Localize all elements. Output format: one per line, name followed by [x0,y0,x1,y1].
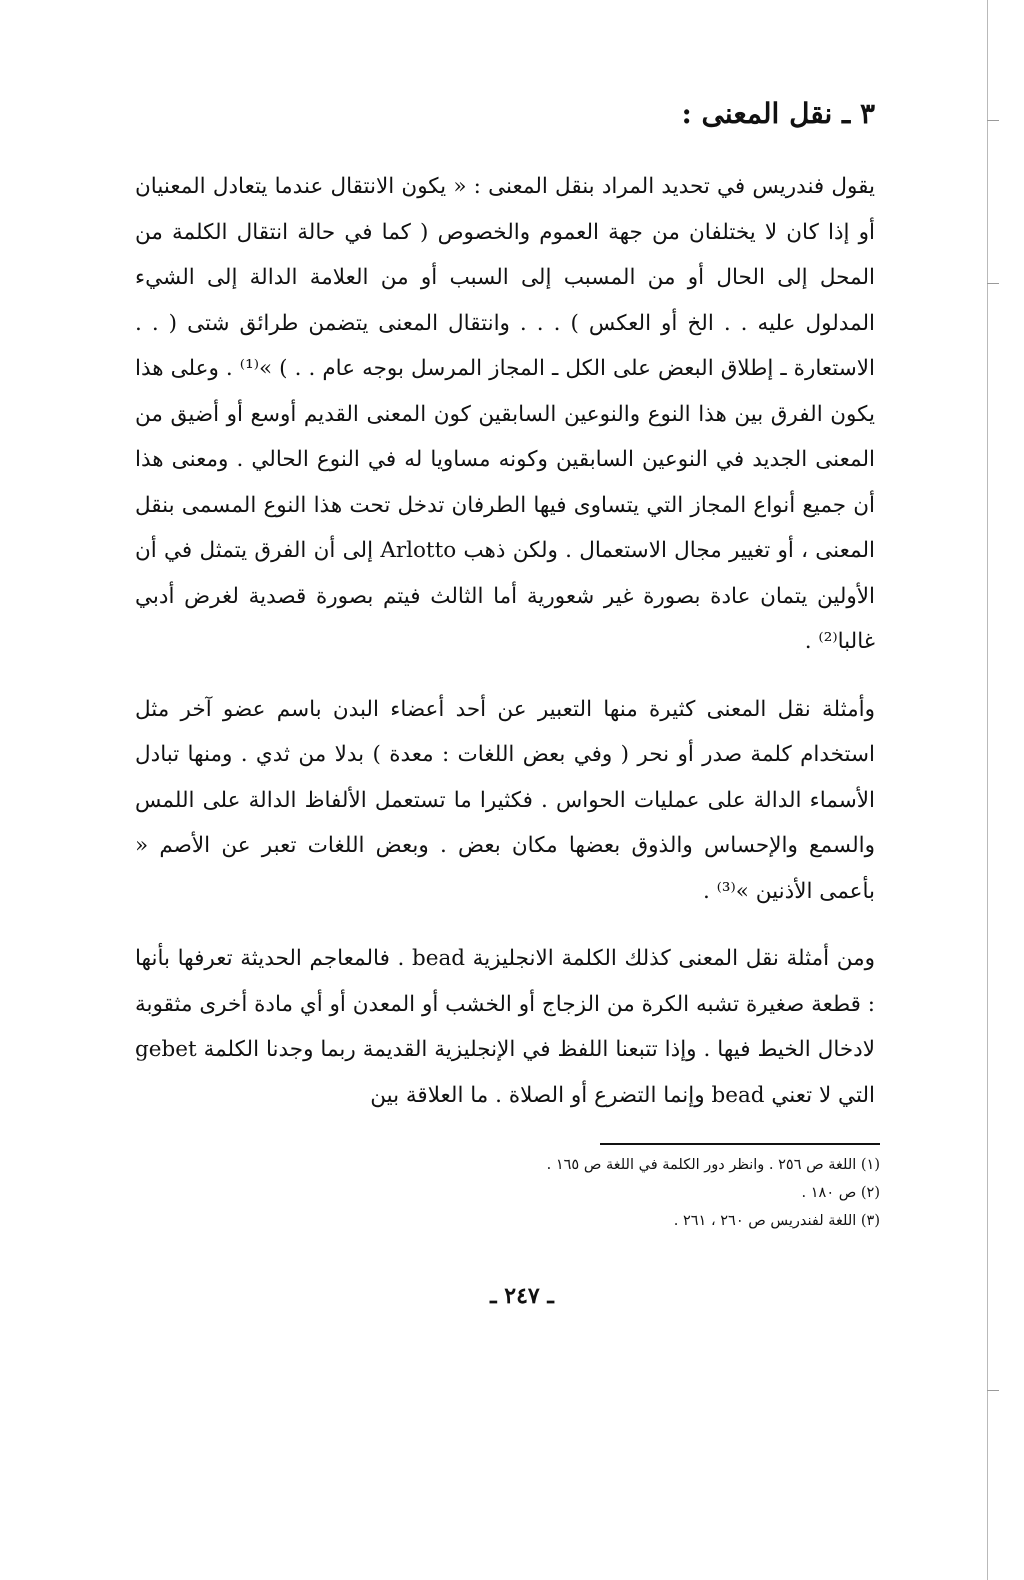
paragraph: ومن أمثلة نقل المعنى كذلك الكلمة الانجليزية bead . فالمعاجم الحديثة تعرفها بأنها : قطعة صغيرة تشبه الكرة من الزجاج أو الخشب أو المعدن أو أي مادة أخرى مثقوبة لادخال الخيط فيها . وإذا تتبعنا اللفظ في الإنجليزية القديمة ربما وجدنا الكلمة gebet التي لا تعني bead وإنما التضرع أو الصلاة . ما العلاقة بين [135,946,875,1108]
footnote: (٢) ص ١٨٠ . [801,1185,880,1201]
paragraph: وأمثلة نقل المعنى كثيرة منها التعبير عن أحد أعضاء البدن باسم عضو آخر مثل استخدام كلمة صدر أو نحر ( وفي بعض اللغات : معدة ) بدلا من ثدي . ومنها تبادل الأسماء الدالة على عمليات الحواس . فكثيرا ما تستعمل الألفاظ الدالة على اللمس والسمع والإحساس والذوق بعضها مكان بعض . وبعض اللغات تعبر عن الأصم « بأعمى الأذنين »⁽³⁾ . [135,696,875,904]
page-body [135,92,875,1118]
section-heading: ٣ ـ نقل المعنى : [681,97,875,130]
paragraph: يقول فندريس في تحديد المراد بنقل المعنى : « يكون الانتقال عندما يتعادل المعنيان أو إذا كان لا يختلفان من جهة العموم والخصوص ( كما في حالة انتقال الكلمة من المحل إلى الحال أو من المسبب إلى السبب أو من العلامة الدالة إلى الشيء المدلول عليه . . الخ أو العكس ) . . . وانتقال المعنى يتضمن طرائق شتى ( . . الاستعارة ـ إطلاق البعض على الكل ـ المجاز المرسل بوجه عام . . ) »⁽¹⁾ . وعلى هذا يكون الفرق بين هذا النوع والنوعين السابقين كون المعنى القديم أوسع أو أضيق من المعنى الجديد في النوعين السابقين وكونه مساويا له في النوع الحالي . ومعنى هذا أن جميع أنواع المجاز التي يتساوى فيها الطرفان تدخل تحت هذا النوع المسمى بنقل المعنى ، أو تغيير مجال الاستعمال . ولكن ذهب Arlotto إلى أن الفرق يتمثل في أن الأولين يتمان عادة بصورة غير شعورية أما الثالث فيتم بصورة قصدية لغرض أدبي غالبا⁽²⁾ . [135,174,875,654]
page-edge-tick [987,1390,999,1391]
page-edge-line [987,0,988,1580]
footnote: (٣) اللغة لفندريس ص ٢٦٠ ، ٢٦١ . [673,1213,880,1229]
footnote: (١) اللغة ص ٢٥٦ . وانظر دور الكلمة في اللغة ص ١٦٥ . [546,1157,880,1173]
page-number: ـ ٢٤٧ ـ [490,1283,554,1309]
footnotes [546,1143,880,1235]
page-edge-tick [987,283,999,284]
page-edge-tick [987,120,999,121]
